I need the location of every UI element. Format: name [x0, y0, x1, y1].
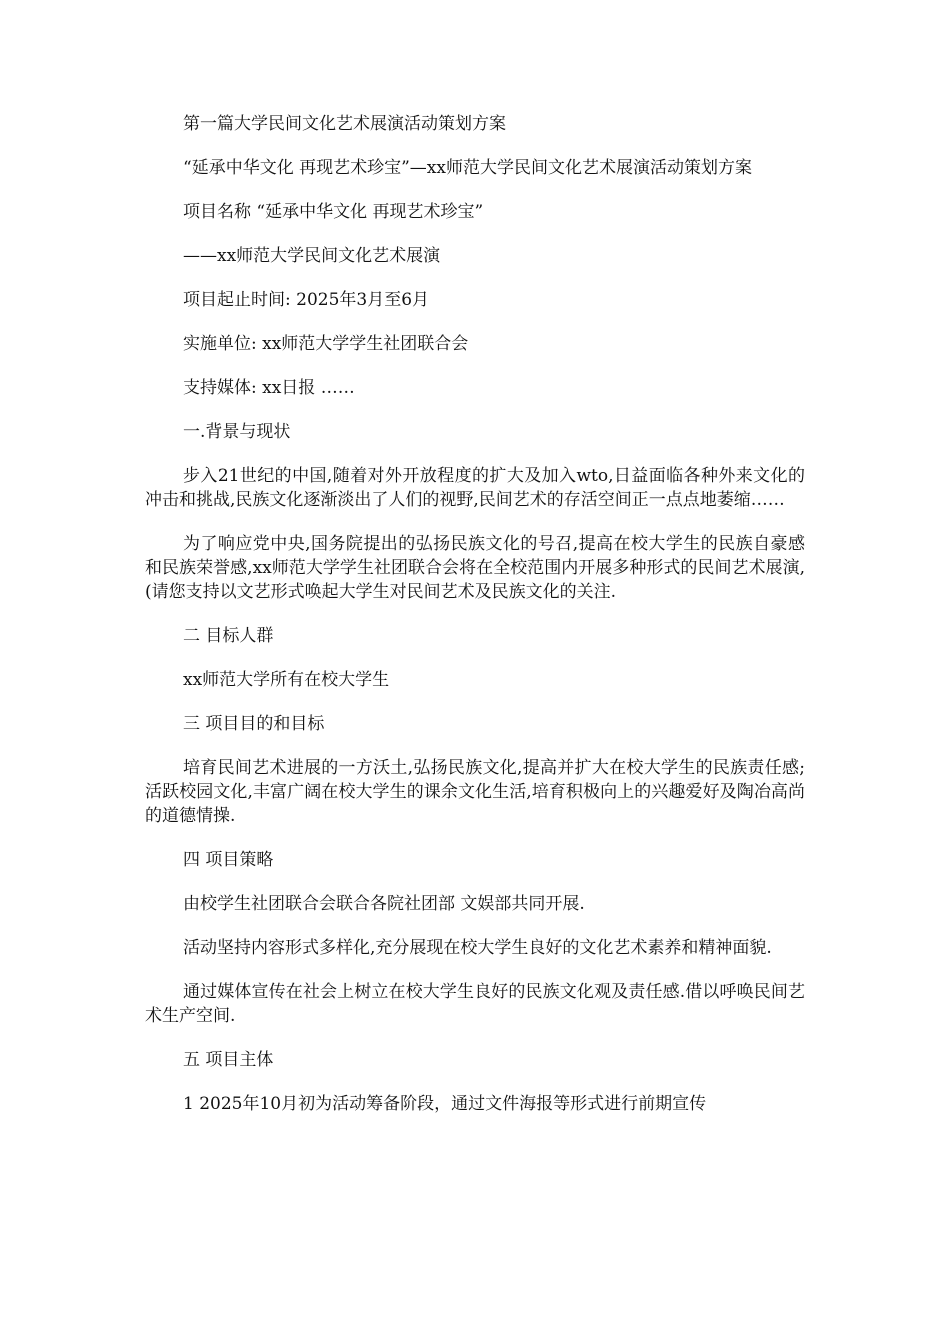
document-body	[145, 112, 805, 1136]
section-heading-goals: 三 项目目的和目标	[183, 714, 325, 734]
project-body-item-1: 1 2025年10月初为活动筹备阶段，通过文件海报等形式进行前期宣传	[183, 1094, 707, 1114]
background-paragraph-1: 步入21世纪的中国,随着对外开放程度的扩大及加入wto,日益面临各种外来文化的冲击和挑战,民族文化逐渐淡出了人们的视野,民间艺术的存活空间正一点点地萎缩……	[145, 466, 805, 510]
project-name: 项目名称 “延承中华文化 再现艺术珍宝”	[183, 202, 484, 222]
section-heading-strategy: 四 项目策略	[183, 850, 274, 870]
target-group-text: xx师范大学所有在校大学生	[183, 670, 390, 690]
plan-subtitle: “延承中华文化 再现艺术珍宝”—xx师范大学民间文化艺术展演活动策划方案	[183, 158, 752, 178]
section-heading-target-group: 二 目标人群	[183, 626, 274, 646]
document-title: 第一篇大学民间文化艺术展演活动策划方案	[183, 114, 506, 134]
supporting-media: 支持媒体: xx日报 ……	[183, 378, 355, 398]
project-period: 项目起止时间: 2025年3月至6月	[183, 290, 430, 310]
strategy-paragraph-3: 通过媒体宣传在社会上树立在校大学生良好的民族文化观及责任感.借以呼唤民间艺术生产空间.	[145, 982, 805, 1026]
project-name-subline: ——xx师范大学民间文化艺术展演	[183, 246, 441, 266]
goals-paragraph: 培育民间艺术进展的一方沃土,弘扬民族文化,提高并扩大在校大学生的民族责任感;活跃校园文化,丰富广阔在校大学生的课余文化生活,培育积极向上的兴趣爱好及陶冶高尚的道德情操.	[145, 758, 805, 826]
section-heading-background: 一.背景与现状	[183, 422, 291, 442]
strategy-paragraph-2: 活动坚持内容形式多样化,充分展现在校大学生良好的文化艺术素养和精神面貌.	[183, 938, 772, 958]
strategy-paragraph-1: 由校学生社团联合会联合各院社团部 文娱部共同开展.	[183, 894, 585, 914]
implementing-unit: 实施单位: xx师范大学学生社团联合会	[183, 334, 469, 354]
section-heading-project-body: 五 项目主体	[183, 1050, 274, 1070]
background-paragraph-2: 为了响应党中央,国务院提出的弘扬民族文化的号召,提高在校大学生的民族自豪感和民族荣誉感,xx师范大学学生社团联合会将在全校范围内开展多种形式的民间艺术展演,(请您支持以文艺形式唤起大学生对民间艺术及民族文化的关注.	[145, 534, 805, 602]
